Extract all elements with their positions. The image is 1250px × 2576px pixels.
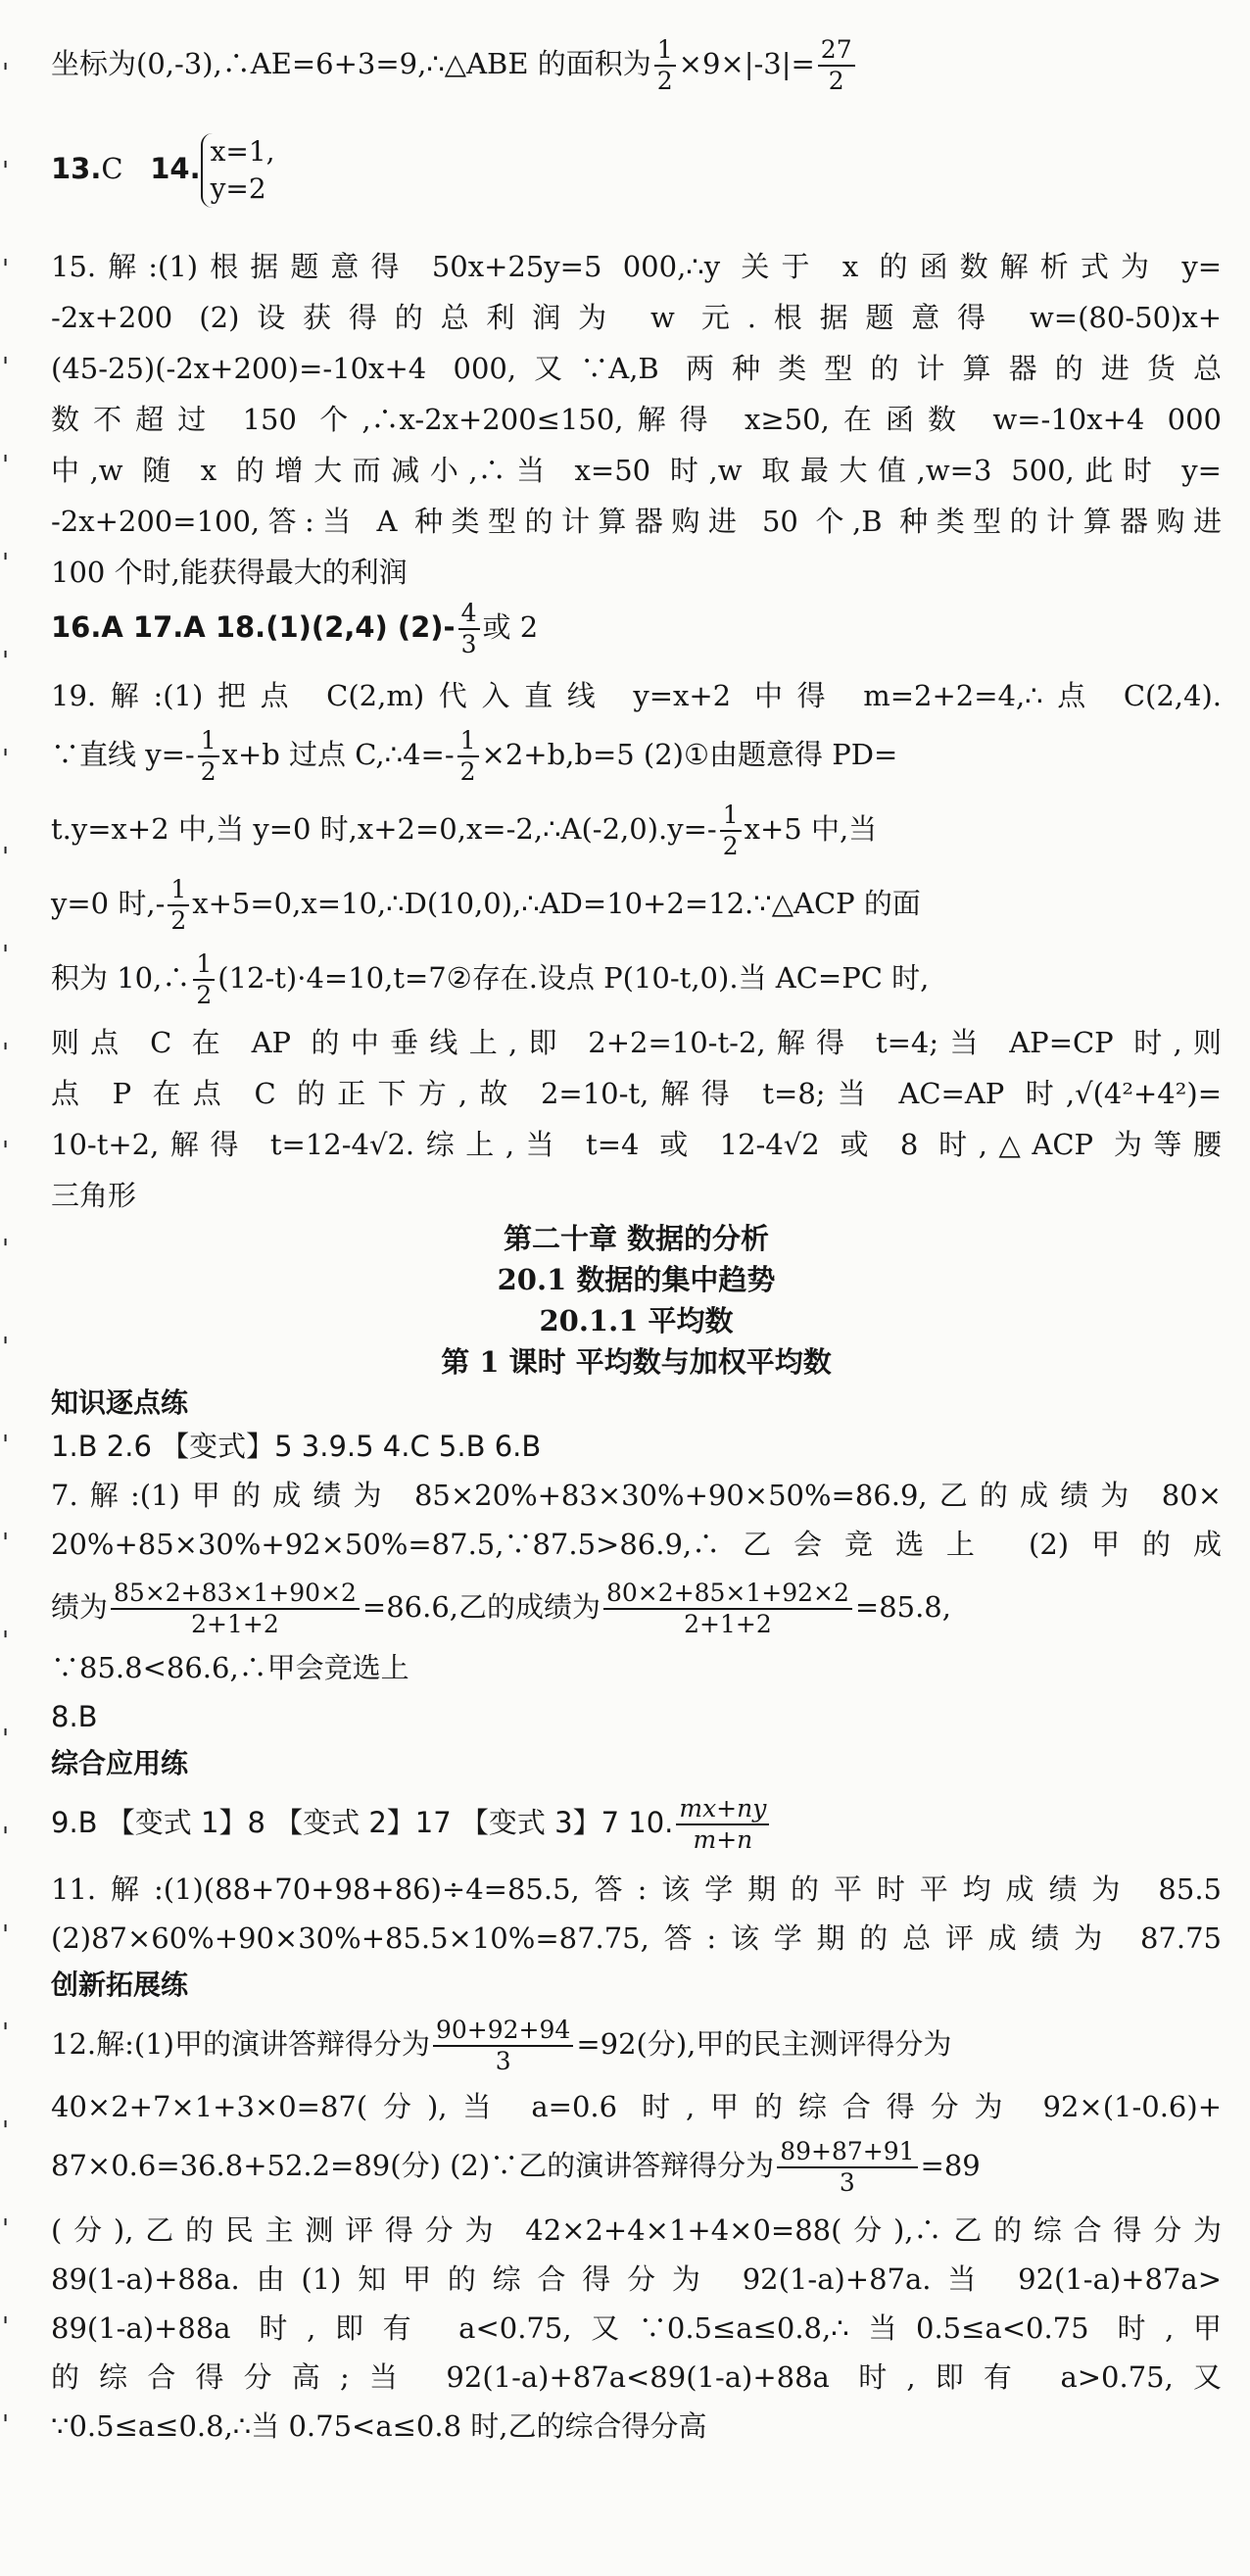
- text-segment: 绩为: [51, 1590, 109, 1624]
- text-line: [51, 35, 1222, 96]
- fraction-denominator: 2: [656, 67, 673, 95]
- gutter-mark: ': [2, 353, 10, 382]
- text-line: 89(1-a)+88a.由(1)知甲的综合得分为 92(1-a)+87a.当 92(1-a)+87a>: [51, 2262, 1222, 2296]
- fraction-denominator: 2: [200, 757, 216, 786]
- section-title: 20.1 数据的集中趋势: [497, 1263, 776, 1296]
- fraction-denominator: 2: [196, 981, 213, 1009]
- gutter-mark: ': [2, 1039, 10, 1068]
- fraction: [458, 599, 480, 659]
- answer-line-1-6: 1.B 2.6 【变式】5 3.9.5 4.C 5.B 6.B: [51, 1430, 542, 1463]
- fraction-numerator: 1: [720, 801, 742, 832]
- text-line: 数不超过 150 个,∴x-2x+200≤150,解得 x≥50,在函数 w=-10x+4 000: [51, 403, 1222, 436]
- text-line: [51, 794, 1222, 864]
- fraction: [433, 2016, 573, 2076]
- fraction-numerator: mx+ny: [676, 1794, 769, 1825]
- text-line: [51, 943, 1222, 1013]
- fraction-denominator: 2+1+2: [684, 1610, 772, 1638]
- fraction-denominator: m+n: [693, 1825, 753, 1854]
- text-segment: x+b 过点 C,∴4=-: [221, 738, 455, 771]
- fraction: [193, 949, 215, 1010]
- fraction-numerator: 1: [193, 949, 215, 981]
- gutter-mark: ': [2, 1823, 10, 1852]
- fraction-numerator: 85×2+83×1+90×2: [111, 1579, 360, 1610]
- text-segment: (12-t)·4=10,t=7②存在.设点 P(10-t,0).当 AC=PC 时,: [217, 961, 930, 995]
- text-line: 三角形: [51, 1179, 137, 1212]
- gutter-mark: ': [2, 1725, 10, 1754]
- text-line: 的综合得分高;当 92(1-a)+87a<89(1-a)+88a 时,即有 a>0.75,又: [51, 2360, 1222, 2394]
- text-segment: =92(分),甲的民主测评得分为: [576, 2027, 952, 2061]
- equation: x=1,: [210, 135, 275, 168]
- text-line: (分),乙的民主测评得分为 42×2+4×1+4×0=88(分),∴乙的综合得分为: [51, 2213, 1222, 2247]
- gutter-mark: ': [2, 255, 10, 284]
- fraction-numerator: 89+87+91: [777, 2137, 917, 2168]
- fraction-denominator: 2: [828, 67, 844, 95]
- gutter-mark: ': [2, 2410, 10, 2440]
- gutter-mark: ': [2, 157, 10, 186]
- text-line: 则点 C 在 AP 的中垂线上,即 2+2=10-t-2,解得 t=4;当 AP=CP 时,则: [51, 1026, 1222, 1059]
- text-segment: 坐标为(0,-3),∴AE=6+3=9,∴△ABE 的面积为: [51, 47, 651, 80]
- answer-line-9-10: [51, 1787, 1222, 1858]
- gutter-mark: ': [2, 1920, 10, 1950]
- text-line: -2x+200 (2)设获得的总利润为 w 元.根据题意得 w=(80-50)x+: [51, 301, 1222, 334]
- section-heading-knowledge: 知识逐点练: [51, 1386, 189, 1419]
- answer-text: 9.B 【变式 1】8 【变式 2】17 【变式 3】7 10.: [51, 1806, 674, 1839]
- fraction-denominator: 3: [460, 630, 477, 658]
- text-segment: =85.8,: [854, 1590, 951, 1624]
- text-line: 11.解:(1)(88+70+98+86)÷4=85.5,答:该学期的平时平均成绩为 85.5: [51, 1872, 1222, 1906]
- question-number: 14.: [150, 152, 201, 185]
- gutter-mark: ': [2, 745, 10, 774]
- fraction-numerator: 1: [654, 35, 676, 67]
- section-heading-apply: 综合应用练: [51, 1747, 189, 1779]
- gutter-mark: ': [2, 843, 10, 872]
- gutter-mark: ': [2, 549, 10, 578]
- answer-line-13-14: [51, 129, 1222, 208]
- text-segment: 87×0.6=36.8+52.2=89(分) (2)∵乙的演讲答辩得分为: [51, 2149, 775, 2182]
- fraction: [676, 1794, 769, 1855]
- question-number: 13.: [51, 152, 102, 185]
- gutter-mark: ': [2, 941, 10, 970]
- answer-line-8: 8.B: [51, 1700, 98, 1733]
- text-line: -2x+200=100,答:当 A 种类型的计算器购进 50 个,B 种类型的计算器购进: [51, 505, 1222, 538]
- text-line: 100 个时,能获得最大的利润: [51, 556, 408, 589]
- gutter-mark: ': [2, 2312, 10, 2342]
- text-line: 10-t+2,解得 t=12-4√2.综上,当 t=4 或 12-4√2 或 8 时,△ACP 为等腰: [51, 1128, 1222, 1161]
- gutter-mark: ': [2, 451, 10, 480]
- text-line: 15.解:(1)根据题意得 50x+25y=5 000,∴y 关于 x 的函数解析式为 y=: [51, 250, 1222, 283]
- gutter-mark: ': [2, 59, 10, 88]
- fraction-denominator: 2: [170, 906, 187, 935]
- fraction: [654, 35, 676, 96]
- text-line: (2)87×60%+90×30%+85.5×10%=87.75,答:该学期的总评成绩为 87.75: [51, 1921, 1222, 1955]
- lesson-title: 第 1 课时 平均数与加权平均数: [441, 1345, 832, 1379]
- gutter-mark: ': [2, 647, 10, 676]
- fraction-numerator: 1: [457, 726, 479, 757]
- fraction: [818, 35, 855, 96]
- answer-line-16-18: [51, 592, 1222, 662]
- text-line: 中,w 随 x 的增大而减小,∴当 x=50 时,w 取最大值,w=3 500,此时 y=: [51, 454, 1222, 487]
- text-line: 20%+85×30%+92×50%=87.5,∵87.5>86.9,∴乙会竞选上 (2)甲的成: [51, 1528, 1222, 1561]
- gutter-mark: ': [2, 1137, 10, 1166]
- gutter-mark: ': [2, 1627, 10, 1656]
- text-segment: =89: [920, 2149, 981, 2182]
- left-binding-edge: [0, 0, 22, 2576]
- gutter-mark: ': [2, 2116, 10, 2146]
- text-line: (45-25)(-2x+200)=-10x+4 000,又∵A,B 两种类型的计算器的进货总: [51, 352, 1222, 385]
- fraction-numerator: 1: [168, 875, 189, 906]
- fraction: [168, 875, 189, 936]
- fraction: [457, 726, 479, 787]
- fraction-numerator: 27: [818, 35, 855, 67]
- chapter-title: 第二十章 数据的分析: [503, 1222, 770, 1255]
- gutter-mark: ': [2, 2214, 10, 2244]
- text-line: ∵0.5≤a≤0.8,∴当 0.75<a≤0.8 时,乙的综合得分高: [51, 2409, 707, 2443]
- text-segment: =86.6,乙的成绩为: [361, 1590, 601, 1624]
- fraction-denominator: 2+1+2: [191, 1610, 279, 1638]
- gutter-mark: ': [2, 1529, 10, 1558]
- fraction: [777, 2137, 917, 2198]
- fraction: [603, 1579, 852, 1639]
- text-segment: ×2+b,b=5 (2)①由题意得 PD=: [481, 738, 898, 771]
- text-segment: x+5=0,x=10,∴D(10,0),∴AD=10+2=12.∵△ACP 的面: [192, 887, 921, 920]
- text-segment: t.y=x+2 中,当 y=0 时,x+2=0,x=-2,∴A(-2,0).y=-: [51, 812, 717, 846]
- equation-system: [201, 133, 275, 208]
- text-line: 19.解:(1)把点 C(2,m)代入直线 y=x+2 中得 m=2+2=4,∴点 C(2,4).: [51, 679, 1222, 712]
- fraction-denominator: 2: [722, 832, 739, 860]
- text-line: ∵85.8<86.6,∴甲会竞选上: [51, 1651, 409, 1684]
- text-line: 7.解:(1)甲的成绩为 85×20%+83×30%+90×50%=86.9,乙的成绩为 80×: [51, 1479, 1222, 1512]
- text-segment: ×9×|-3|=: [678, 47, 815, 80]
- gutter-mark: ': [2, 1333, 10, 1362]
- text-line: [51, 1572, 1222, 1642]
- equation: y=2: [210, 172, 266, 205]
- section-heading-innovation: 创新拓展练: [51, 1968, 189, 2001]
- text-line: [51, 868, 1222, 939]
- text-segment: x+5 中,当: [744, 812, 878, 846]
- text-segment: y=0 时,-: [51, 887, 166, 920]
- fraction-denominator: 3: [839, 2168, 855, 2197]
- gutter-mark: ': [2, 1431, 10, 1460]
- text-line: [51, 2130, 1222, 2201]
- answer-text: C: [101, 152, 123, 185]
- fraction-denominator: 2: [459, 757, 476, 786]
- fraction-denominator: 3: [495, 2047, 511, 2075]
- text-line: [51, 2009, 1222, 2079]
- text-segment: 12.解:(1)甲的演讲答辩得分为: [51, 2027, 430, 2061]
- subsection-title: 20.1.1 平均数: [539, 1304, 734, 1337]
- text-line: 点 P 在点 C 的正下方,故 2=10-t,解得 t=8;当 AC=AP 时,√(4²+4²)=: [51, 1077, 1222, 1110]
- text-line: 40×2+7×1+3×0=87(分),当 a=0.6 时,甲的综合得分为 92×(1-0.6)+: [51, 2090, 1222, 2123]
- gutter-mark: ': [2, 2018, 10, 2048]
- fraction-numerator: 1: [198, 726, 219, 757]
- fraction: [111, 1579, 360, 1639]
- answer-text: 16.A 17.A 18.(1)(2,4) (2)-: [51, 610, 456, 644]
- text-segment: 积为 10,∴: [51, 961, 191, 995]
- fraction-numerator: 80×2+85×1+92×2: [603, 1579, 852, 1610]
- text-segment: ∵直线 y=-: [51, 738, 195, 771]
- fraction: [720, 801, 742, 861]
- fraction: [198, 726, 219, 787]
- text-line: [51, 719, 1222, 790]
- fraction-numerator: 4: [458, 599, 480, 630]
- gutter-mark: ': [2, 1235, 10, 1264]
- answer-text: 或 2: [482, 610, 539, 644]
- text-line: 89(1-a)+88a 时,即有 a<0.75,又∵0.5≤a≤0.8,∴当0.5≤a<0.75 时,甲: [51, 2311, 1222, 2345]
- fraction-numerator: 90+92+94: [433, 2016, 573, 2047]
